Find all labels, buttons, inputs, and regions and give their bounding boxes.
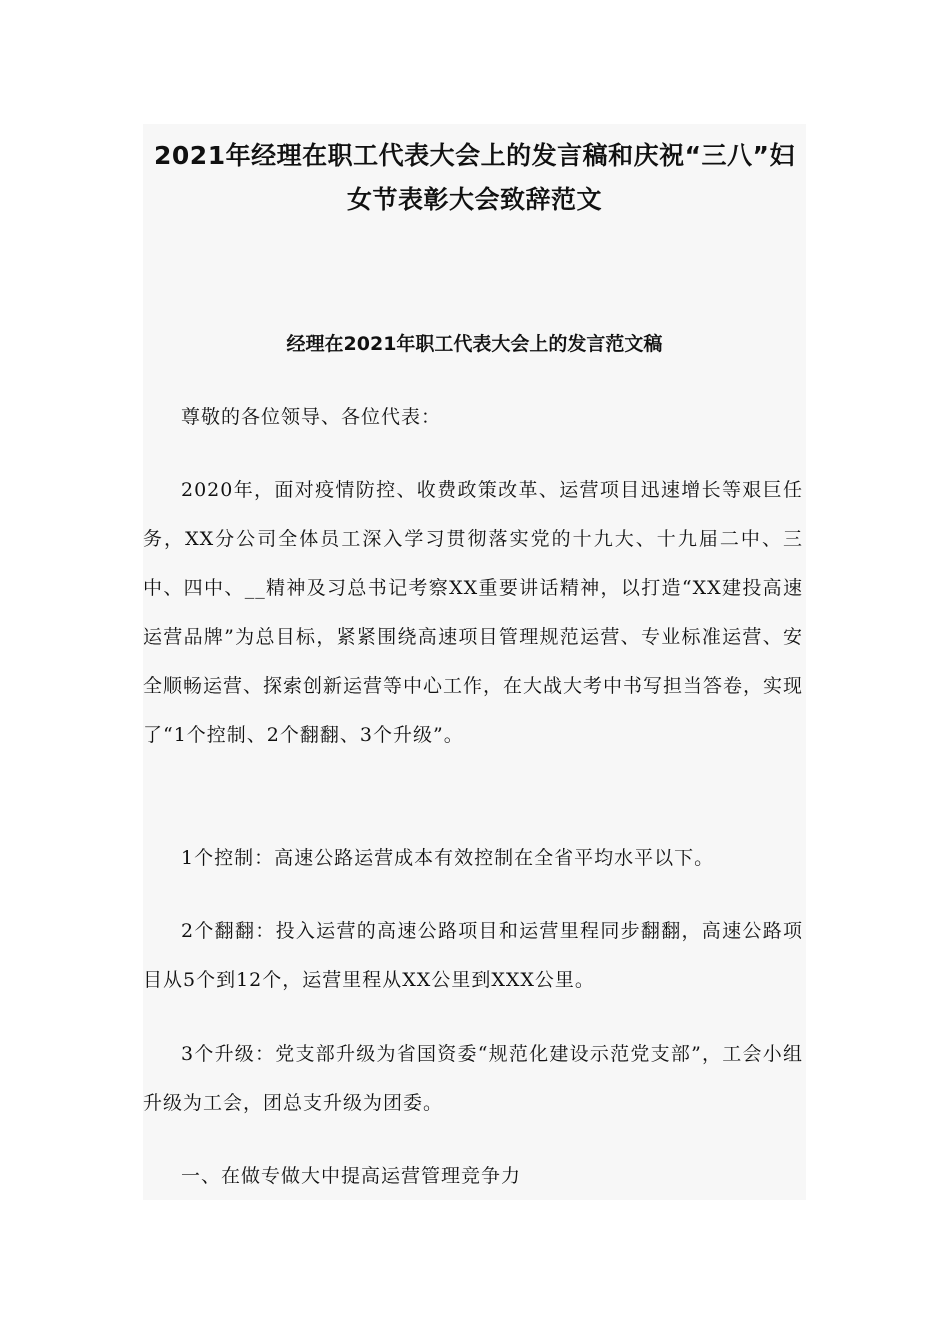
achievement-item-2: 2个翻翻：投入运营的高速公路项目和运营里程同步翻翻，高速公路项目从5个到12个，运营里程从XX公里到XXX公里。 <box>143 920 803 991</box>
section-heading-1: 一、在做专做大中提高运营管理竞争力 <box>181 1165 522 1187</box>
document-page <box>143 124 806 1200</box>
intro-paragraph: 2020年，面对疫情防控、收费政策改革、运营项目迅速增长等艰巨任务，XX分公司全体员工深入学习贯彻落实党的十九大、十九届二中、三中、四中、__精神及习总书记考察XX重要讲话精神，以打造“XX建投高速运营品牌”为总目标，紧紧围绕高速项目管理规范运营、专业标准运营、安全顺畅运营、探索创新运营等中心工作，在大战大考中书写担当答卷，实现了“1个控制、2个翻翻、3个升级”。 <box>143 479 804 746</box>
section-title: 经理在2021年职工代表大会上的发言范文稿 <box>286 333 663 355</box>
greeting-paragraph: 尊敬的各位领导、各位代表： <box>181 406 442 428</box>
achievement-item-1: 1个控制：高速公路运营成本有效控制在全省平均水平以下。 <box>181 847 715 869</box>
document-title: 2021年经理在职工代表大会上的发言稿和庆祝“三八”妇女节表彰大会致辞范文 <box>154 141 795 214</box>
achievement-item-3: 3个升级：党支部升级为省国资委“规范化建设示范党支部”，工会小组升级为工会，团总支升级为团委。 <box>143 1043 803 1114</box>
